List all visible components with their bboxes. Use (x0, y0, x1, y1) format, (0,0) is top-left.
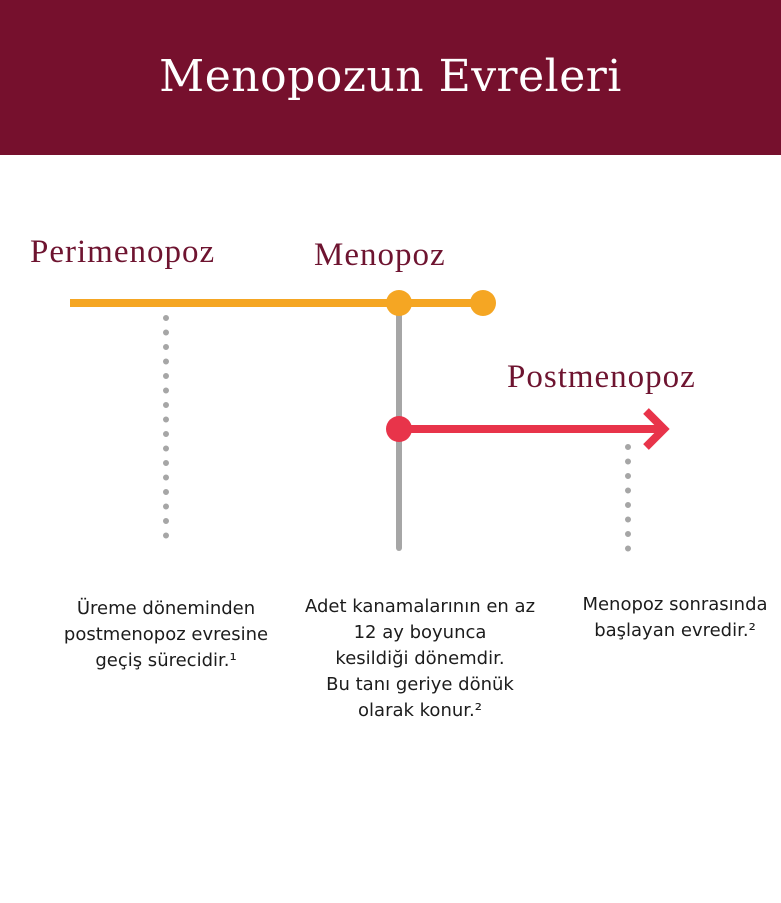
description-line: başlayan evredir.² (594, 620, 756, 641)
stage-label-menopoz: Menopoz (314, 237, 446, 273)
postmenopoz-start-dot (386, 416, 412, 442)
menopoz-marker-dot (386, 290, 412, 316)
description-line: olarak konur.² (358, 700, 482, 721)
description-line: Bu tanı geriye dönük (326, 674, 514, 695)
description-line: kesildiği dönemdir. (335, 648, 505, 669)
description-line: Menopoz sonrasında (582, 594, 768, 615)
stage-label-postmenopoz: Postmenopoz (507, 359, 696, 395)
menopoz-description (280, 594, 560, 724)
description-line: Adet kanamalarının en az (304, 596, 536, 617)
stage-label-perimenopoz: Perimenopoz (30, 234, 216, 270)
description-line: 12 ay boyunca (353, 622, 487, 643)
description-line: postmenopoz evresine (63, 624, 269, 645)
perimenopoz-description (36, 596, 296, 674)
page-title: Menopozun Evreleri (159, 51, 622, 102)
perimenopoz-end-dot (470, 290, 496, 316)
description-line: Üreme döneminden (76, 598, 256, 619)
postmenopoz-description (566, 592, 781, 644)
description-line: geçiş sürecidir.¹ (95, 650, 237, 671)
